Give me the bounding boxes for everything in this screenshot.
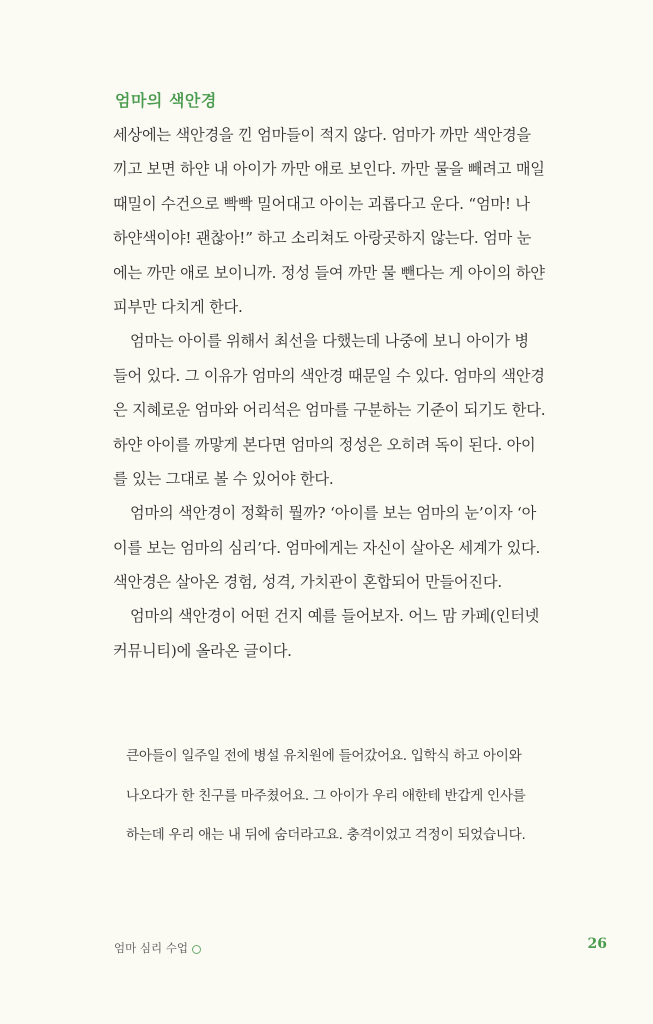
- section-title: 엄마의 색안경: [115, 91, 217, 110]
- paragraph-line: 하얀색이야! 괜찮아!” 하고 소리쳐도 아랑곳하지 않는다. 엄마 눈: [113, 229, 532, 248]
- paragraph-line: 세상에는 색안경을 낀 엄마들이 적지 않다. 엄마가 까만 색안경을: [113, 126, 531, 144]
- footer-book-title: [114, 940, 201, 956]
- quote-line: 하는데 우리 애는 내 뒤에 숨더라고요. 충격이었고 걱정이 되었습니다.: [126, 827, 526, 843]
- body-text: [113, 118, 605, 668]
- paragraph-line: 때밀이 수건으로 빡빡 밀어대고 아이는 괴롭다고 운다. “엄마! 나: [113, 194, 530, 213]
- paragraph-line: 은 지혜로운 엄마와 어리석은 엄마를 구분하는 기준이 되기도 한다.: [113, 401, 546, 420]
- paragraph-line: 에는 까만 애로 보이니까. 정성 들여 까만 물 뺀다는 게 아이의 하얀: [113, 263, 545, 282]
- paragraph-line: 하얀 아이를 까맣게 본다면 엄마의 정성은 오히려 독이 된다. 아이: [113, 435, 536, 454]
- paragraph-line: 엄마의 색안경이 정확히 뭘까? ‘아이를 보는 엄마의 눈’이자 ‘아: [130, 504, 537, 523]
- paragraph-line: 엄마는 아이를 위해서 최선을 다했는데 나중에 보니 아이가 병: [130, 332, 529, 351]
- paragraph-line: 피부만 다치게 한다.: [113, 297, 243, 316]
- quote-line: 나오다가 한 친구를 마주쳤어요. 그 아이가 우리 애한테 반갑게 인사를: [126, 787, 526, 804]
- paragraph-line: 끼고 보면 하얀 내 아이가 까만 애로 보인다. 까만 물을 빼려고 매일: [113, 160, 545, 179]
- book-title: 엄마 심리 수업: [114, 941, 188, 955]
- quoted-post: [126, 737, 596, 856]
- circle-icon: [192, 945, 201, 954]
- paragraph-line: 들어 있다. 그 이유가 엄마의 색안경 때문일 수 있다. 엄마의 색안경: [113, 366, 545, 385]
- paragraph-line: 색안경은 살아온 경험, 성격, 가치관이 혼합되어 만들어진다.: [113, 573, 502, 592]
- page-number: 26: [587, 936, 607, 952]
- paragraph-line: 이를 보는 엄마의 심리’다. 엄마에게는 자신이 살아온 세계가 있다.: [113, 538, 541, 557]
- quote-line: 큰아들이 일주일 전에 병설 유치원에 들어갔어요. 입학식 하고 아이와: [126, 748, 522, 764]
- paragraph-line: 엄마의 색안경이 어떤 건지 예를 들어보자. 어느 맘 카페(인터넷: [130, 607, 540, 626]
- paragraph-line: 를 있는 그대로 볼 수 있어야 한다.: [113, 469, 334, 488]
- paragraph-line: 커뮤니티)에 올라온 글이다.: [113, 641, 292, 660]
